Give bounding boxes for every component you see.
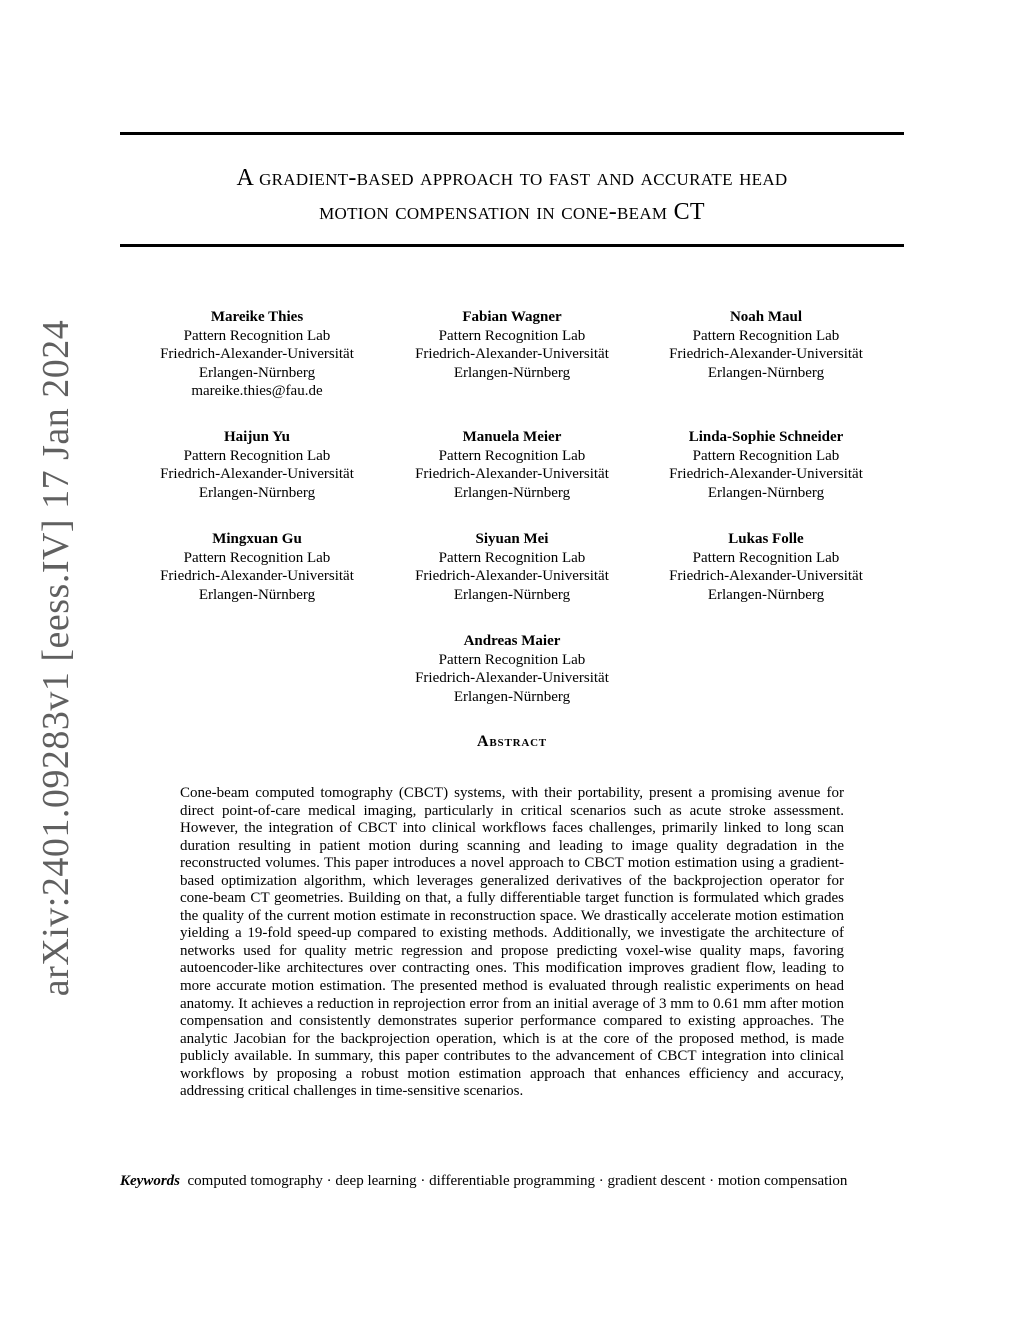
- keywords-text: computed tomography · deep learning · differentiable programming · gradient descent · motion compensation: [187, 1173, 848, 1189]
- author-university: Friedrich-Alexander-Universität: [160, 346, 354, 362]
- keywords-label: Keywords: [120, 1173, 180, 1189]
- keywords-line: [120, 1172, 857, 1190]
- author-university: Friedrich-Alexander-Universität: [415, 568, 609, 584]
- author-university: Friedrich-Alexander-Universität: [669, 346, 863, 362]
- author-city: Erlangen-Nürnberg: [453, 586, 571, 603]
- author-lab: Pattern Recognition Lab: [438, 651, 586, 668]
- author-lab: Pattern Recognition Lab: [183, 549, 331, 566]
- author-email[interactable]: mareike.thies@fau.de: [191, 383, 323, 399]
- author-name: Fabian Wagner: [462, 309, 562, 325]
- author-university: Friedrich-Alexander-Universität: [160, 466, 354, 482]
- author-name: Manuela Meier: [462, 429, 562, 445]
- arxiv-identifier: arXiv:2401.09283v1 [eess.IV] 17 Jan 2024: [35, 319, 77, 997]
- author-university: Friedrich-Alexander-Universität: [669, 466, 863, 482]
- author-block: [385, 530, 639, 604]
- author-lab: Pattern Recognition Lab: [438, 447, 586, 464]
- author-city: Erlangen-Nürnberg: [453, 688, 571, 705]
- abstract-heading: Abstract: [477, 733, 547, 750]
- author-lab: Pattern Recognition Lab: [183, 447, 331, 464]
- author-city: Erlangen-Nürnberg: [707, 586, 825, 603]
- author-city: Erlangen-Nürnberg: [453, 484, 571, 501]
- author-block: [639, 428, 893, 502]
- author-lab: Pattern Recognition Lab: [438, 549, 586, 566]
- author-city: Erlangen-Nürnberg: [453, 364, 571, 381]
- author-lab: Pattern Recognition Lab: [692, 447, 840, 464]
- author-name: Linda-Sophie Schneider: [688, 429, 844, 445]
- author-name: Noah Maul: [729, 309, 803, 325]
- author-university: Friedrich-Alexander-Universität: [415, 346, 609, 362]
- author-block: [385, 632, 639, 706]
- author-university: Friedrich-Alexander-Universität: [415, 466, 609, 482]
- author-city: Erlangen-Nürnberg: [707, 364, 825, 381]
- author-name: Andreas Maier: [463, 633, 561, 649]
- author-block: [130, 530, 384, 604]
- author-lab: Pattern Recognition Lab: [692, 327, 840, 344]
- author-lab: Pattern Recognition Lab: [183, 327, 331, 344]
- author-lab: Pattern Recognition Lab: [438, 327, 586, 344]
- author-city: Erlangen-Nürnberg: [198, 364, 316, 381]
- author-block: [639, 308, 893, 382]
- title-rule-bottom: [120, 244, 904, 247]
- title-rule-top: [120, 132, 904, 135]
- author-city: Erlangen-Nürnberg: [198, 586, 316, 603]
- author-name: Lukas Folle: [728, 531, 804, 547]
- author-lab: Pattern Recognition Lab: [692, 549, 840, 566]
- author-name: Haijun Yu: [223, 429, 290, 445]
- author-university: Friedrich-Alexander-Universität: [669, 568, 863, 584]
- author-name: Mingxuan Gu: [212, 531, 302, 547]
- author-block: [385, 308, 639, 382]
- author-name: Siyuan Mei: [475, 531, 549, 547]
- paper-title-line-2: motion compensation in cone-beam CT: [319, 199, 705, 225]
- author-city: Erlangen-Nürnberg: [707, 484, 825, 501]
- abstract-text: Cone-beam computed tomography (CBCT) systems, with their portability, present a promising avenue for direct point-of-care medical imaging, particularly in critical scenarios such as acute stroke assessment. However, the integration of CBCT into clinical workflows faces challenges, primarily linked to long scan duration resulting in patient motion during scanning and leading to image quality degradation in the reconstructed volumes. This paper introduces a novel approach to CBCT motion estimation using a gradient-based optimization algorithm, which leverages generalized derivatives of the backprojection operator for cone-beam CT geometries. Building on that, a fully differentiable target function is formulated which grades the quality of the current motion estimate in reconstruction space. We drastically accelerate motion estimation yielding a 19-fold speed-up compared to existing methods. Additionally, we investigate the architecture of networks used for quality metric regression and propose predicting voxel-wise quality maps, favoring autoencoder-like architectures over contracting ones. This modification improves gradient flow, leading to more accurate motion estimation. The presented method is evaluated through realistic experiments on head anatomy. It achieves a reduction in reprojection error from an initial average of 3 mm to 0.61 mm after motion compensation and consistently demonstrates superior performance compared to existing approaches. The analytic Jacobian for the backprojection operation, which is at the core of the proposed method, is made publicly available. In summary, this paper contributes to the advancement of CBCT integration into clinical workflows by proposing a robust motion estimation approach that enhances efficiency and accuracy, addressing critical challenges in time-sensitive scenarios.: [180, 785, 844, 1100]
- author-name: Mareike Thies: [210, 309, 304, 325]
- author-block: [130, 428, 384, 502]
- author-block: [639, 530, 893, 604]
- author-university: Friedrich-Alexander-Universität: [160, 568, 354, 584]
- paper-title-line-1: A gradient-based approach to fast and accurate head: [236, 165, 788, 191]
- author-block: [385, 428, 639, 502]
- author-city: Erlangen-Nürnberg: [198, 484, 316, 501]
- author-block: [130, 308, 384, 401]
- author-university: Friedrich-Alexander-Universität: [415, 670, 609, 686]
